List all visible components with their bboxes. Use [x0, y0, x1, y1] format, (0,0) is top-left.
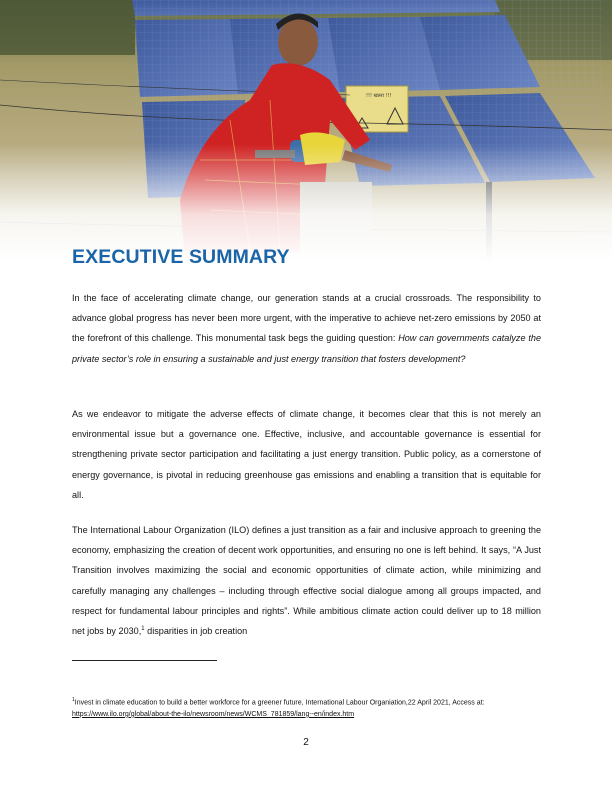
footnote-link[interactable]: https://www.ilo.org/global/about-the-ilo/newsroom/news/WCMS_781859/lang--en/index.htm	[72, 710, 355, 718]
paragraph-intro	[72, 288, 541, 369]
paragraph-ilo-text-end: disparities in job creation	[144, 626, 248, 637]
footnote-reference[interactable]: 1	[141, 625, 145, 632]
solar-panel-photo-icon	[0, 0, 612, 262]
guiding-question: How can governments catalyze the private sector’s role in ensuring a sustainable and just energy transition that fosters development?	[72, 333, 541, 364]
footnote-marker: 1	[72, 697, 75, 703]
paragraph-intro-text: In the face of accelerating climate change, our generation stands at a crucial crossroads. The responsibility to advance global progress has never been more urgent, with the imperative to achieve net-zero emissions by 2050 at the forefront of this challenge. This monumental task begs the guiding question:	[72, 293, 541, 344]
page-title: EXECUTIVE SUMMARY	[72, 246, 290, 268]
paragraph-ilo-text: The International Labour Organization (ILO) defines a just transition as a fair and inclusive approach to greening the economy, emphasizing the creation of decent work opportunities, and ensuring no one is left behind. It says, “A Just Transition involves maximizing the social and economic opportunities of climate action, while minimizing and carefully managing any challenges – including through effective social dialogue among all groups impacted, and respect for fundamental labour principles and rights”. While ambitious climate action could deliver up to 18 million net jobs by 2030,	[72, 525, 541, 637]
footnote	[72, 695, 547, 720]
hero-photo	[0, 0, 612, 262]
footnote-text: Invest in climate education to build a better workforce for a greener future, International Labour Organiation,22 April 2021, Access at:	[74, 699, 485, 707]
paragraph-ilo	[72, 520, 541, 641]
page-number: 2	[303, 737, 309, 748]
footnote-divider	[72, 660, 217, 661]
paragraph-governance: As we endeavor to mitigate the adverse effects of climate change, it becomes clear that this is not merely an environmental issue but a governance one. Effective, inclusive, and accountable governance is essential for strengthening private sector participation and facilitating a just energy transition. Public policy, as a cornerstone of energy governance, is pivotal in reducing greenhouse gas emissions and enabling a transition that is equitable for all.	[72, 409, 541, 500]
